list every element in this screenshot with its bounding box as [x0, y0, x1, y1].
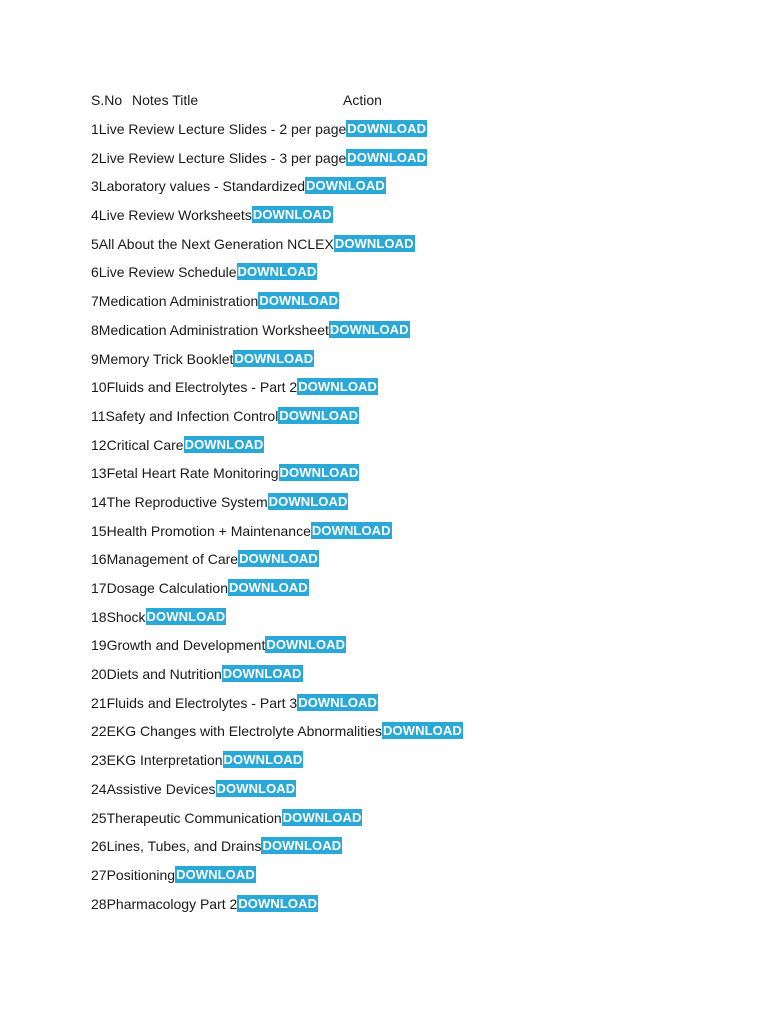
- table-row: [91, 693, 751, 722]
- row-number: 8: [91, 321, 99, 338]
- download-button[interactable]: DOWNLOAD: [222, 666, 302, 682]
- download-button[interactable]: DOWNLOAD: [146, 608, 226, 624]
- table-row: [91, 836, 751, 865]
- header-sno: S.No: [91, 92, 123, 108]
- table-row: [91, 463, 751, 492]
- download-button[interactable]: DOWNLOAD: [268, 493, 348, 509]
- table-row: [91, 521, 751, 550]
- notes-table: [91, 90, 751, 922]
- row-title: EKG Changes with Electrolyte Abnormalities: [106, 723, 383, 740]
- table-row: [91, 779, 751, 808]
- row-title: Live Review Lecture Slides - 3 per page: [98, 149, 347, 166]
- table-row: [91, 492, 751, 521]
- download-button[interactable]: DOWNLOAD: [266, 637, 346, 653]
- row-number: 26: [91, 838, 107, 855]
- table-row: [91, 349, 751, 378]
- row-title: Memory Trick Booklet: [98, 350, 234, 367]
- row-title: Therapeutic Communication: [106, 809, 282, 826]
- row-number: 11: [91, 407, 106, 424]
- table-row: [91, 808, 751, 837]
- row-title: Health Promotion + Maintenance: [106, 522, 311, 539]
- table-row: [91, 865, 751, 894]
- row-title: Shock: [106, 608, 146, 625]
- table-row: [91, 406, 751, 435]
- table-row: [91, 721, 751, 750]
- table-row: [91, 377, 751, 406]
- row-number: 25: [91, 809, 107, 826]
- download-button[interactable]: DOWNLOAD: [252, 207, 332, 223]
- download-button[interactable]: DOWNLOAD: [259, 293, 339, 309]
- download-button[interactable]: DOWNLOAD: [238, 895, 318, 911]
- download-button[interactable]: DOWNLOAD: [311, 522, 391, 538]
- row-title: Diets and Nutrition: [106, 666, 222, 683]
- table-row: [91, 262, 751, 291]
- download-button[interactable]: DOWNLOAD: [216, 780, 296, 796]
- download-button[interactable]: DOWNLOAD: [279, 465, 359, 481]
- row-number: 27: [91, 866, 107, 883]
- row-title: Fetal Heart Rate Monitoring: [106, 465, 279, 482]
- row-title: Dosage Calculation: [106, 580, 228, 596]
- table-row: [91, 148, 751, 177]
- row-title: Assistive Devices: [106, 780, 216, 797]
- table-body: [91, 119, 751, 922]
- header-action: Action: [343, 92, 382, 108]
- table-row: [91, 578, 751, 607]
- row-title: Safety and Infection Control: [105, 407, 279, 424]
- download-button[interactable]: DOWNLOAD: [176, 866, 255, 882]
- row-number: 19: [91, 637, 107, 654]
- table-row: [91, 176, 751, 205]
- download-button[interactable]: DOWNLOAD: [347, 149, 427, 165]
- download-button[interactable]: DOWNLOAD: [184, 436, 264, 452]
- row-title: Fluids and Electrolytes - Part 2: [106, 379, 298, 396]
- row-title: Medication Administration: [98, 293, 259, 310]
- row-title: The Reproductive System: [106, 493, 268, 510]
- table-row: [91, 234, 751, 263]
- row-number: 4: [91, 207, 99, 224]
- row-number: 12: [91, 436, 107, 453]
- row-number: 7: [91, 293, 99, 310]
- table-row: [91, 205, 751, 234]
- row-number: 21: [91, 694, 107, 711]
- row-number: 28: [91, 895, 107, 912]
- download-button[interactable]: DOWNLOAD: [262, 838, 342, 854]
- table-row: [91, 894, 751, 923]
- row-number: 20: [91, 666, 107, 683]
- row-number: 6: [91, 264, 99, 281]
- download-button[interactable]: DOWNLOAD: [306, 178, 385, 194]
- download-button[interactable]: DOWNLOAD: [383, 723, 462, 739]
- table-row: [91, 291, 751, 320]
- row-title: Laboratory values - Standardized: [98, 178, 306, 195]
- table-row: [91, 635, 751, 664]
- row-number: 2: [91, 149, 99, 166]
- row-title: Fluids and Electrolytes - Part 3: [106, 694, 298, 711]
- row-number: 15: [91, 522, 107, 539]
- table-row: [91, 435, 751, 464]
- row-number: 22: [91, 723, 107, 740]
- table-row: [91, 664, 751, 693]
- download-button[interactable]: DOWNLOAD: [334, 235, 414, 251]
- download-button[interactable]: DOWNLOAD: [237, 264, 317, 280]
- row-number: 10: [91, 379, 107, 396]
- row-number: 13: [91, 465, 107, 482]
- row-title: Management of Care: [106, 551, 239, 568]
- download-button[interactable]: DOWNLOAD: [223, 752, 303, 768]
- table-row: [91, 607, 751, 636]
- table-row: [91, 320, 751, 349]
- download-button[interactable]: DOWNLOAD: [347, 121, 427, 136]
- download-button[interactable]: DOWNLOAD: [298, 694, 378, 710]
- row-number: 18: [91, 608, 107, 625]
- header-notes-title: Notes Title: [132, 92, 199, 108]
- row-title: Growth and Development: [106, 637, 266, 654]
- download-button[interactable]: DOWNLOAD: [282, 809, 362, 825]
- row-title: Pharmacology Part 2: [106, 895, 238, 912]
- row-title: Live Review Schedule: [98, 264, 237, 281]
- row-title: EKG Interpretation: [106, 752, 223, 769]
- row-number: 16: [91, 551, 107, 568]
- download-button[interactable]: DOWNLOAD: [228, 580, 308, 595]
- download-button[interactable]: DOWNLOAD: [329, 321, 409, 337]
- row-number: 17: [91, 580, 107, 596]
- table-header: [91, 90, 751, 110]
- table-row: [91, 549, 751, 578]
- table-row: [91, 119, 751, 148]
- download-button[interactable]: DOWNLOAD: [239, 551, 318, 567]
- row-number: 24: [91, 780, 107, 797]
- row-number: 5: [91, 235, 99, 252]
- row-title: Live Review Lecture Slides - 2 per page: [98, 121, 347, 137]
- download-button[interactable]: DOWNLOAD: [279, 407, 359, 423]
- row-title: Medication Administration Worksheet: [98, 321, 329, 338]
- row-number: 23: [91, 752, 107, 769]
- row-title: Live Review Worksheets: [98, 207, 252, 224]
- row-title: All About the Next Generation NCLEX: [98, 235, 334, 252]
- row-number: 1: [91, 121, 99, 137]
- table-row: [91, 750, 751, 779]
- download-button[interactable]: DOWNLOAD: [298, 379, 378, 395]
- row-number: 3: [91, 178, 99, 195]
- row-title: Lines, Tubes, and Drains: [106, 838, 262, 855]
- row-title: Critical Care: [106, 436, 184, 453]
- download-button[interactable]: DOWNLOAD: [234, 350, 314, 366]
- row-number: 14: [91, 493, 107, 510]
- row-title: Positioning: [106, 866, 176, 883]
- row-number: 9: [91, 350, 99, 367]
